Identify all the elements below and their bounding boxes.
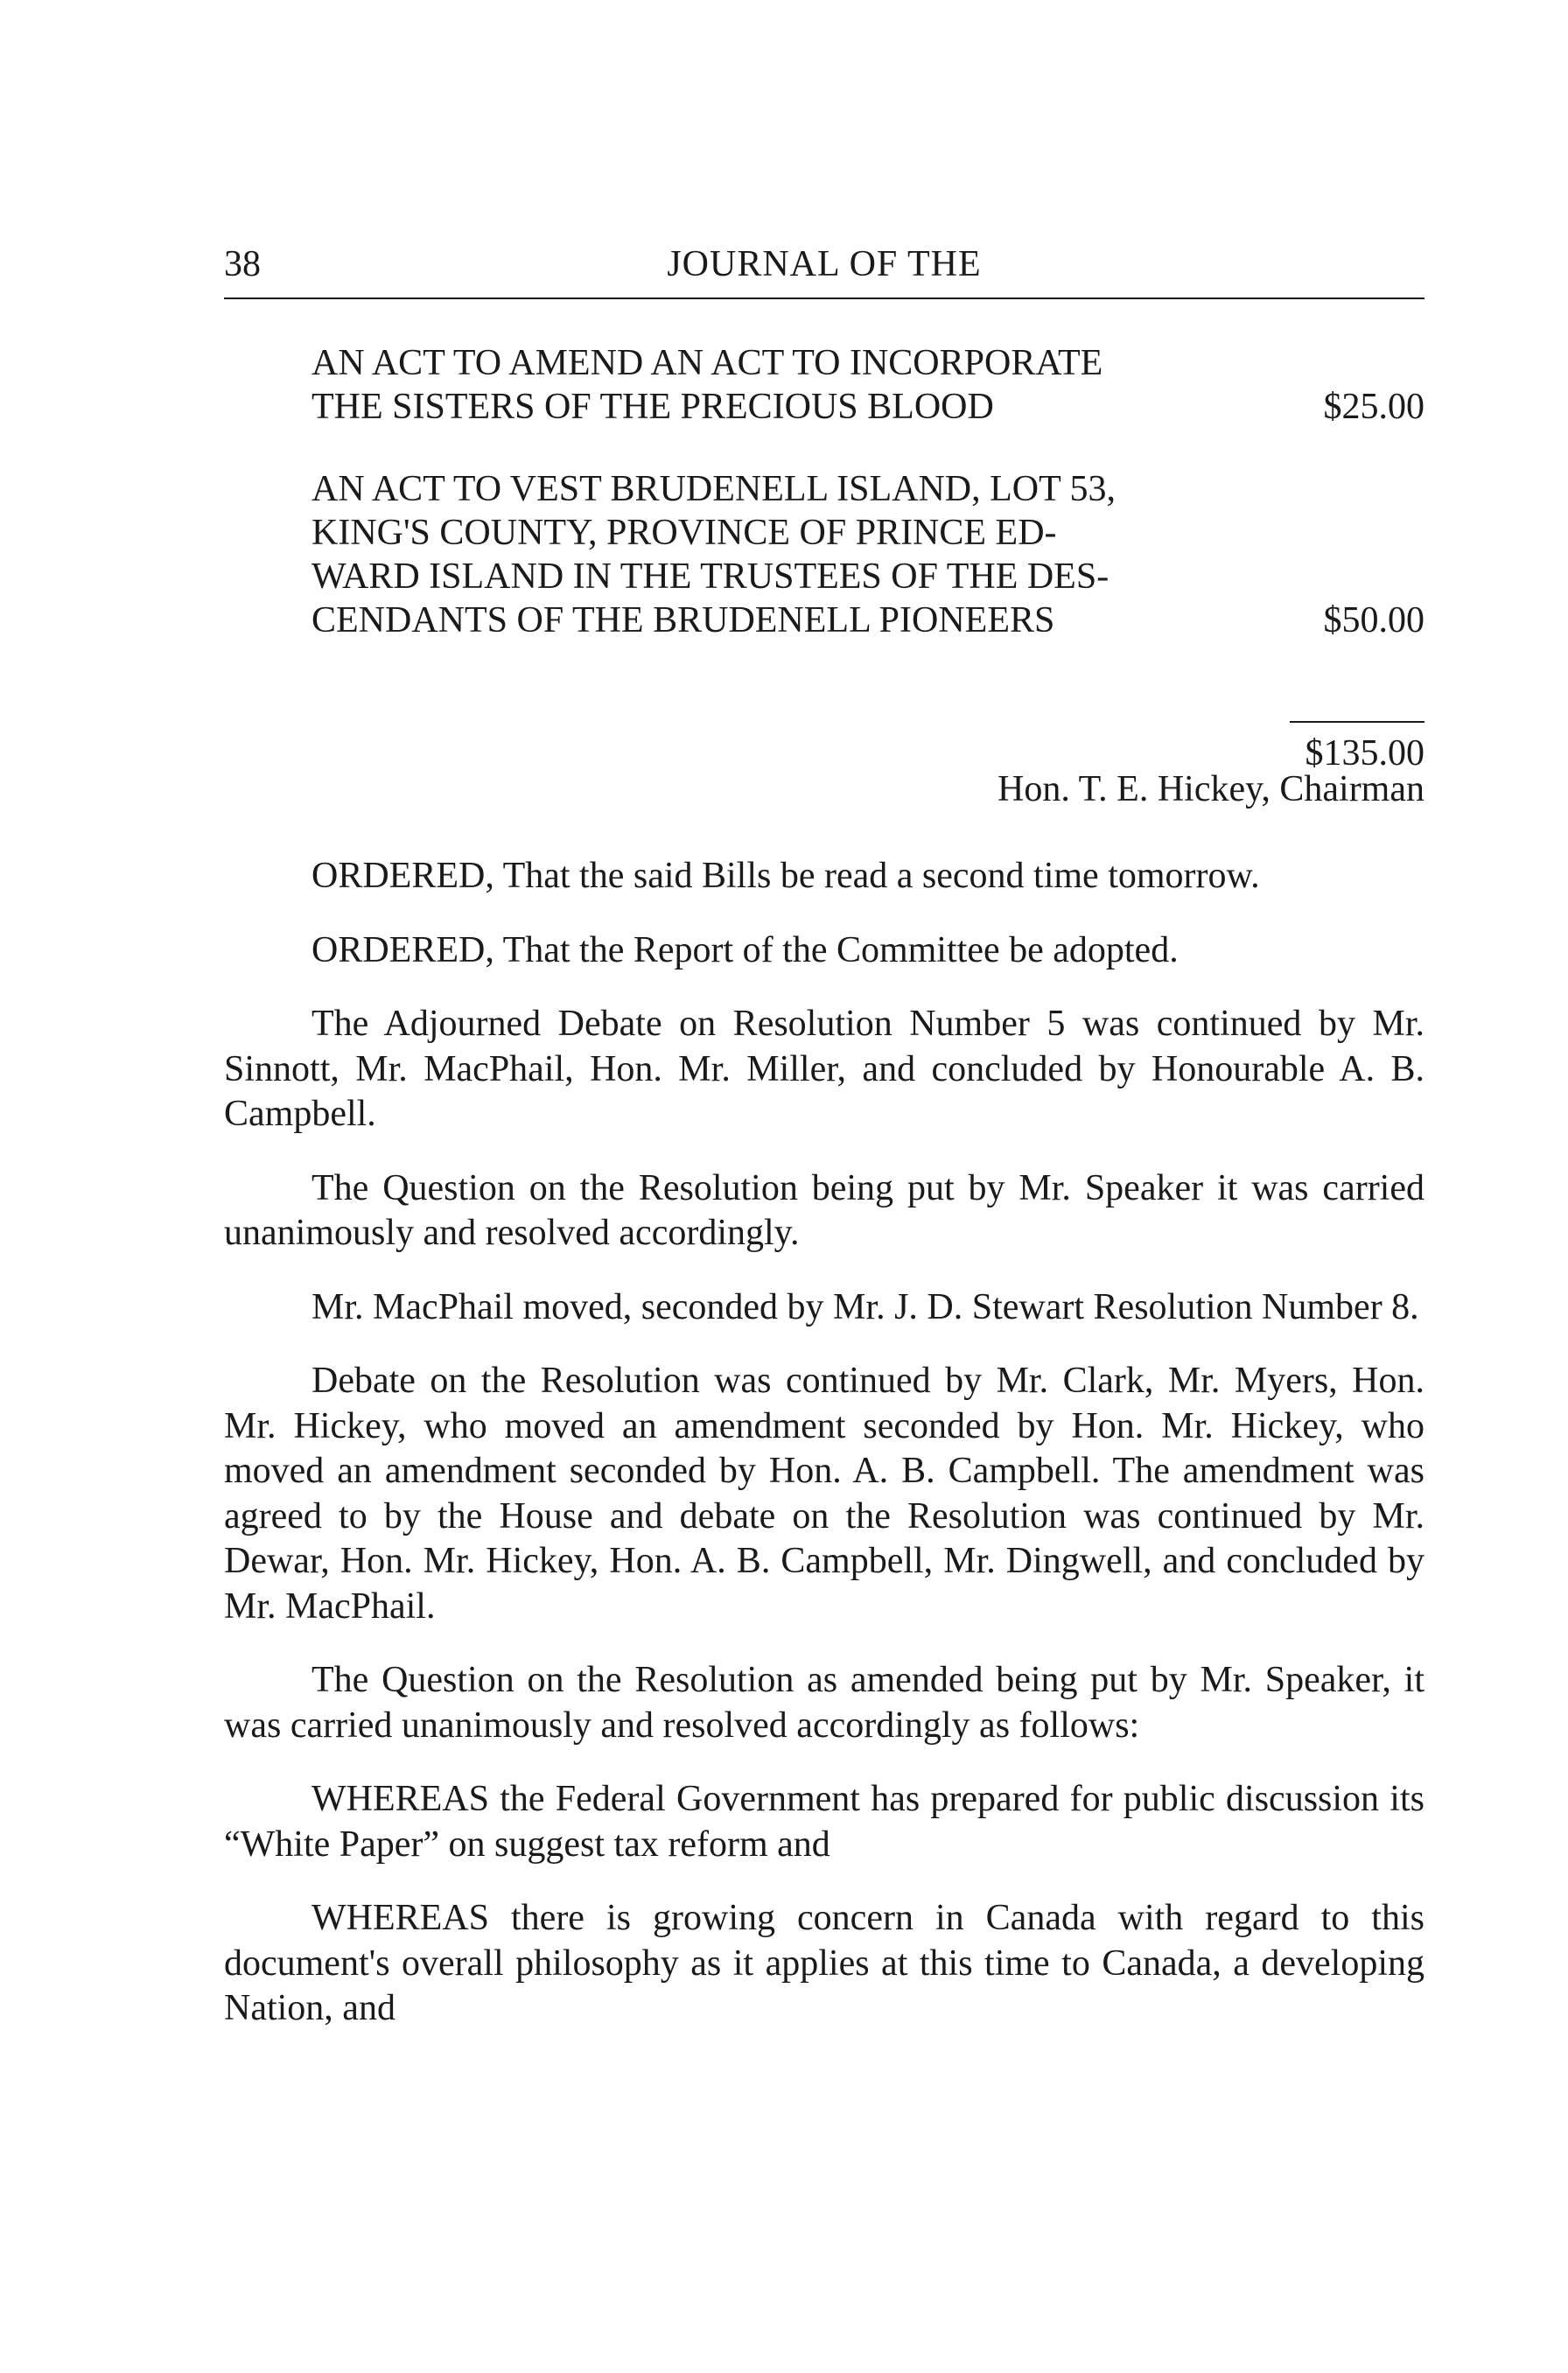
paragraph: ORDERED, That the Report of the Committee be adopted. (312, 929, 1179, 970)
chairman-signature: Hon. T. E. Hickey, Chairman (998, 769, 1424, 809)
journal-page (224, 0, 1424, 2373)
paragraph: The Question on the Resolution being put by Mr. Speaker it was carried unanimously and resolved accordingly. (224, 1167, 1424, 1253)
paragraph: The Adjourned Debate on Resolution Number 5 was continued by Mr. Sinnott, Mr. MacPhail, Hon. Mr. Miller, and concluded by Honourable A. B. Campbell. (224, 1004, 1424, 1134)
running-title: JOURNAL OF THE (667, 244, 982, 284)
paragraph: The Question on the Resolution as amended being put by Mr. Speaker, it was carried unanimously and resolved accordingly as follows: (224, 1660, 1424, 1746)
paragraph: WHEREAS there is growing concern in Canada with regard to this document's overall philosophy as it applies at this time to Canada, a developing Nation, and (224, 1898, 1424, 2028)
total-rule (1290, 721, 1424, 723)
page-header (224, 242, 1424, 287)
paragraph: Debate on the Resolution was continued by Mr. Clark, Mr. Myers, Hon. Mr. Hickey, who moved an amendment seconded by Hon. Mr. Hickey, who moved an amendment seconded by Hon. A. B. Campbell. The amendment was agreed to by the House and debate on the Resolution was continued by Mr. Dewar, Hon. Mr. Hickey, Hon. A. B. Campbell, Mr. Dingwell, and concluded by Mr. MacPhail. (224, 1361, 1424, 1627)
bill-amount: $25.00 (1323, 387, 1424, 427)
bill-item (312, 467, 1424, 642)
journal-body (224, 854, 1424, 2061)
bill-item (312, 341, 1424, 429)
bill-title: AN ACT TO AMEND AN ACT TO INCORPORATE THE SISTERS OF THE PRECIOUS BLOOD (312, 343, 1103, 427)
paragraph: ORDERED, That the said Bills be read a second time tomorrow. (312, 856, 1260, 896)
page-number: 38 (224, 244, 261, 284)
paragraph: WHEREAS the Federal Government has prepared for public discussion its “White Paper” on suggest tax reform and (224, 1779, 1424, 1865)
bill-title: AN ACT TO VEST BRUDENELL ISLAND, LOT 53, KING'S COUNTY, PROVINCE OF PRINCE ED- WARD ISLAND IN THE TRUSTEES OF THE DES- CENDANTS OF THE BRUDENELL PIONEERS (312, 469, 1116, 640)
bill-amount: $50.00 (1323, 600, 1424, 640)
paragraph: Mr. MacPhail moved, seconded by Mr. J. D. Stewart Resolution Number 8. (312, 1286, 1419, 1327)
header-rule (224, 298, 1424, 299)
total-amount: $135.00 (1305, 733, 1424, 774)
